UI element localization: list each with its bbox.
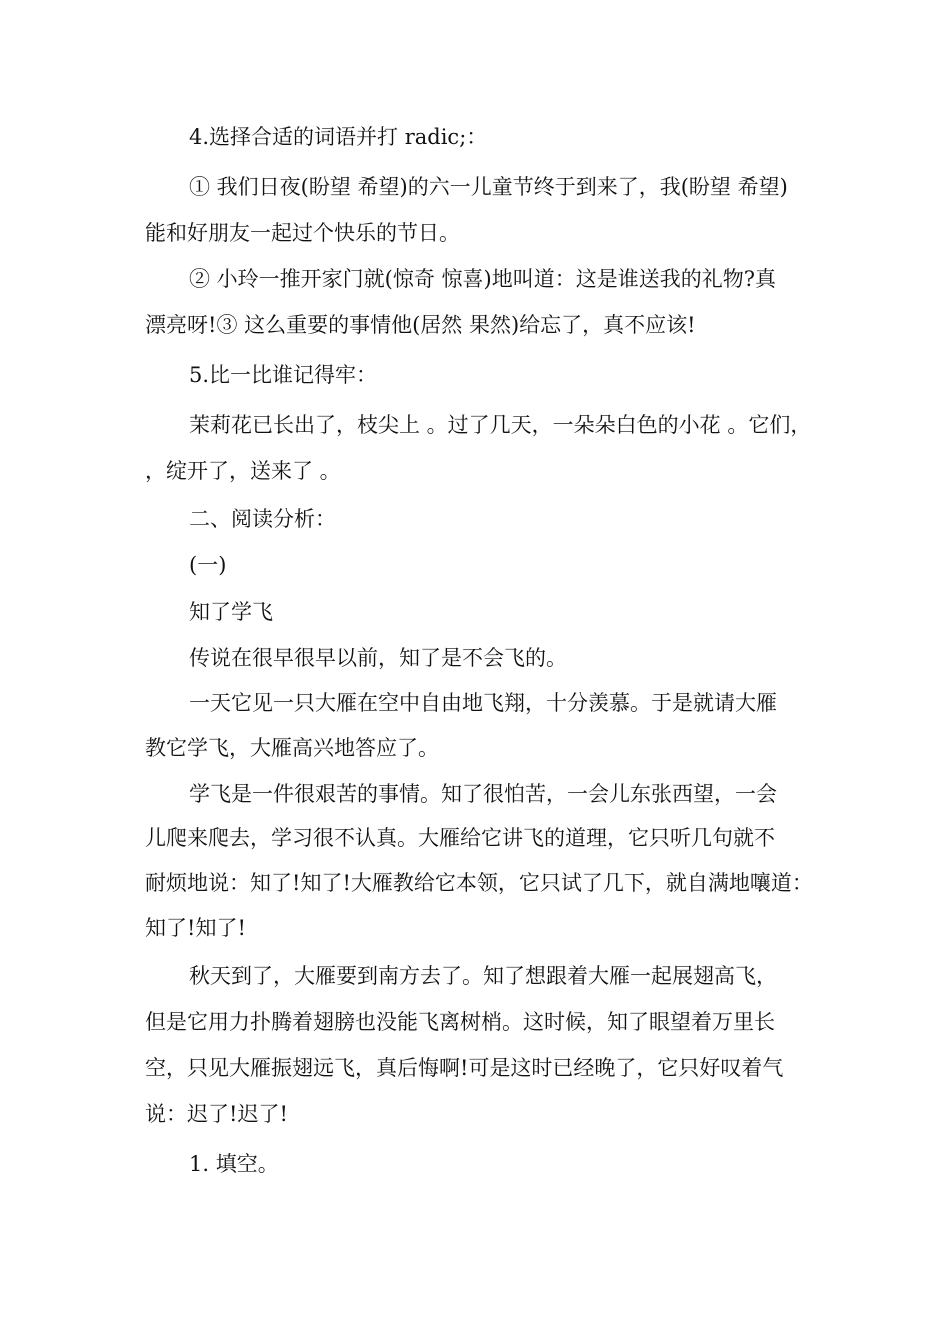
question-4-item-2-3: 漂亮呀!③ 这么重要的事情他(居然 果然)给忘了，真不应该!: [145, 313, 696, 337]
reading-part-1-label: (一): [189, 553, 227, 577]
question-4-item-2: ② 小玲一推开家门就(惊奇 惊喜)地叫道：这是谁送我的礼物?真: [189, 267, 776, 291]
story-title: 知了学飞: [189, 600, 273, 624]
story-paragraph-2: 一天它见一只大雁在空中自由地飞翔，十分羡慕。于是就请大雁: [189, 691, 777, 715]
story-paragraph-3-line-3: 耐烦地说：知了!知了!大雁教给它本领，它只试了几下，就自满地嚷道：: [145, 871, 813, 895]
question-1-fill-blank: 1. 填空。: [189, 1152, 279, 1176]
story-paragraph-1: 传说在很早很早以前，知了是不会飞的。: [189, 646, 567, 670]
question-5-text-continued: ，绽开了，送来了 。: [145, 459, 341, 483]
story-paragraph-4-line-2: 但是它用力扑腾着翅膀也没能飞离树梢。这时候，知了眼望着万里长: [145, 1010, 775, 1034]
section-2-heading: 二、阅读分析：: [189, 507, 336, 531]
story-paragraph-3-line-2: 儿爬来爬去，学习很不认真。大雁给它讲飞的道理，它只听几句就不: [145, 826, 775, 850]
question-4-heading: 4.选择合适的词语并打 radic;：: [189, 125, 488, 149]
story-paragraph-4-line-3: 空，只见大雁振翅远飞，真后悔啊!可是这时已经晚了，它只好叹着气: [145, 1056, 784, 1080]
story-paragraph-4-line-4: 说：迟了!迟了!: [145, 1102, 288, 1126]
story-paragraph-3-line-4: 知了!知了!: [145, 916, 246, 940]
question-4-item-1: ① 我们日夜(盼望 希望)的六一儿童节终于到来了，我(盼望 希望): [189, 175, 788, 199]
question-5-text: 茉莉花已长出了，枝尖上 。过了几天，一朵朵白色的小花 。它们，: [189, 413, 812, 437]
story-paragraph-4: 秋天到了，大雁要到南方去了。知了想跟着大雁一起展翅高飞，: [189, 964, 777, 988]
question-4-item-1-continued: 能和好朋友一起过个快乐的节日。: [145, 221, 460, 245]
story-paragraph-3: 学飞是一件很艰苦的事情。知了很怕苦，一会儿东张西望，一会: [189, 782, 777, 806]
question-5-heading: 5.比一比谁记得牢：: [189, 363, 378, 387]
story-paragraph-2-continued: 教它学飞，大雁高兴地答应了。: [145, 736, 439, 760]
